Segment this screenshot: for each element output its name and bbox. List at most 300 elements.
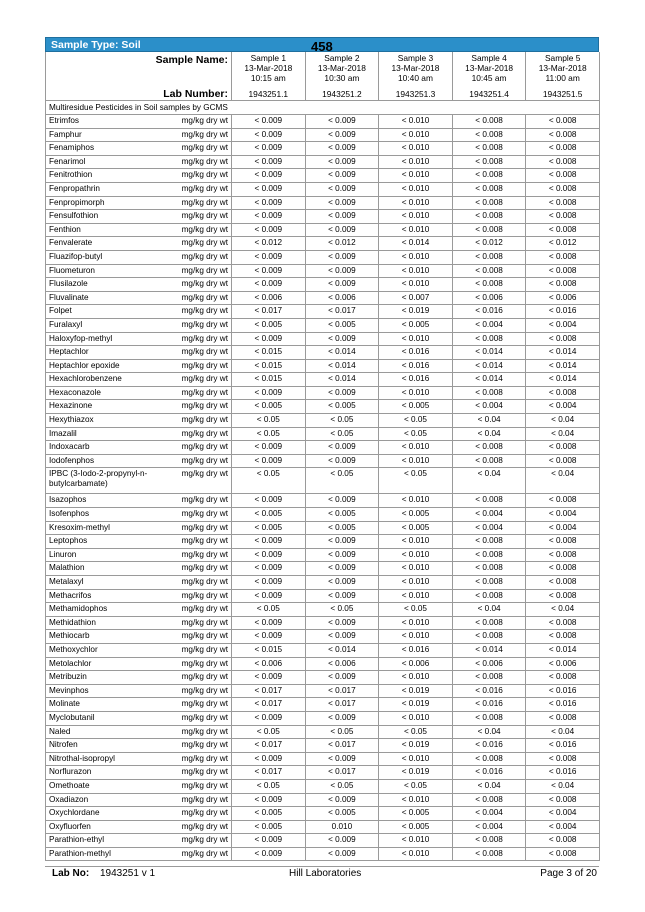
sample-date: 13-Mar-2018 <box>465 63 514 73</box>
table-row <box>46 752 600 766</box>
result-value: < 0.014 <box>526 359 600 373</box>
result-value: < 0.04 <box>452 603 526 617</box>
result-value: < 0.008 <box>452 182 526 196</box>
result-value: < 0.006 <box>232 657 306 671</box>
result-value: < 0.017 <box>232 739 306 753</box>
analyte-name: Methiocarb <box>46 630 170 644</box>
result-value: < 0.008 <box>526 711 600 725</box>
section-title: Multiresidue Pesticides in Soil samples by GCMS <box>46 101 600 115</box>
analyte-name: Methidathion <box>46 616 170 630</box>
table-row <box>46 562 600 576</box>
analyte-unit: mg/kg dry wt <box>170 115 232 129</box>
result-value: < 0.009 <box>305 752 379 766</box>
table-row <box>46 318 600 332</box>
result-value: < 0.008 <box>452 630 526 644</box>
result-value: < 0.019 <box>379 698 453 712</box>
analyte-unit: mg/kg dry wt <box>170 155 232 169</box>
result-value: < 0.014 <box>526 373 600 387</box>
sample-name: Sample 2 <box>324 53 360 63</box>
section-row <box>46 101 600 115</box>
result-value: < 0.006 <box>526 657 600 671</box>
table-row <box>46 589 600 603</box>
result-value: < 0.009 <box>305 196 379 210</box>
result-value: < 0.010 <box>379 182 453 196</box>
analyte-unit: mg/kg dry wt <box>170 779 232 793</box>
result-value: < 0.009 <box>305 834 379 848</box>
result-value: < 0.009 <box>305 155 379 169</box>
sample-time: 10:15 am <box>250 73 286 83</box>
table-row <box>46 264 600 278</box>
result-value: < 0.010 <box>379 210 453 224</box>
sample-type-label: Sample Type: Soil <box>51 39 141 51</box>
result-value: < 0.04 <box>526 468 600 494</box>
table-row <box>46 820 600 834</box>
result-value: < 0.008 <box>452 671 526 685</box>
result-value: < 0.004 <box>452 807 526 821</box>
table-row <box>46 793 600 807</box>
table-row <box>46 603 600 617</box>
analyte-unit: mg/kg dry wt <box>170 441 232 455</box>
result-value: < 0.009 <box>305 142 379 156</box>
result-value: < 0.05 <box>232 468 306 494</box>
result-value: < 0.010 <box>379 616 453 630</box>
analyte-name: Naled <box>46 725 170 739</box>
analyte-unit: mg/kg dry wt <box>170 657 232 671</box>
analyte-unit: mg/kg dry wt <box>170 834 232 848</box>
analyte-unit: mg/kg dry wt <box>170 711 232 725</box>
result-value: < 0.009 <box>232 562 306 576</box>
result-value: < 0.016 <box>526 739 600 753</box>
result-value: < 0.008 <box>452 250 526 264</box>
analyte-unit: mg/kg dry wt <box>170 630 232 644</box>
analyte-unit: mg/kg dry wt <box>170 318 232 332</box>
table-row <box>46 237 600 251</box>
result-value: < 0.05 <box>305 779 379 793</box>
result-value: < 0.005 <box>305 807 379 821</box>
analyte-name: Fluazifop-butyl <box>46 250 170 264</box>
sample-time: 10:45 am <box>471 73 507 83</box>
footer-company: Hill Laboratories <box>289 868 362 879</box>
table-row <box>46 373 600 387</box>
result-value: < 0.006 <box>305 657 379 671</box>
table-row <box>46 278 600 292</box>
result-value: < 0.008 <box>526 494 600 508</box>
analyte-name: Nitrothal-isopropyl <box>46 752 170 766</box>
result-value: < 0.012 <box>452 237 526 251</box>
table-row <box>46 725 600 739</box>
result-value: < 0.008 <box>452 169 526 183</box>
result-value: < 0.009 <box>232 386 306 400</box>
result-value: < 0.009 <box>305 454 379 468</box>
table-row <box>46 427 600 441</box>
result-value: < 0.05 <box>305 468 379 494</box>
result-value: < 0.009 <box>232 223 306 237</box>
result-value: < 0.004 <box>452 521 526 535</box>
result-value: < 0.014 <box>305 643 379 657</box>
sample-name-label: Sample Name: <box>46 52 232 89</box>
analyte-name: Fenpropathrin <box>46 182 170 196</box>
analyte-name: Hexachlorobenzene <box>46 373 170 387</box>
analyte-unit: mg/kg dry wt <box>170 373 232 387</box>
result-value: < 0.010 <box>379 332 453 346</box>
analyte-name: Famphur <box>46 128 170 142</box>
result-value: < 0.009 <box>305 616 379 630</box>
analyte-name: Iodofenphos <box>46 454 170 468</box>
table-row <box>46 657 600 671</box>
table-row <box>46 155 600 169</box>
analyte-name: Heptachlor <box>46 346 170 360</box>
footer-page: Page 3 of 20 <box>540 868 597 879</box>
analyte-unit: mg/kg dry wt <box>170 766 232 780</box>
analyte-name: Fenpropimorph <box>46 196 170 210</box>
analyte-unit: mg/kg dry wt <box>170 725 232 739</box>
page-marker: 458 <box>311 39 333 54</box>
result-value: < 0.009 <box>305 128 379 142</box>
result-value: < 0.009 <box>232 142 306 156</box>
analyte-unit: mg/kg dry wt <box>170 807 232 821</box>
result-value: < 0.005 <box>305 521 379 535</box>
result-value: < 0.009 <box>305 589 379 603</box>
table-row <box>46 548 600 562</box>
result-value: < 0.016 <box>452 684 526 698</box>
result-value: < 0.010 <box>379 847 453 861</box>
result-value: < 0.006 <box>452 657 526 671</box>
result-value: < 0.017 <box>232 684 306 698</box>
analyte-unit: mg/kg dry wt <box>170 223 232 237</box>
result-value: < 0.017 <box>232 305 306 319</box>
analyte-name: Norflurazon <box>46 766 170 780</box>
footer-lab-no-label: Lab No: <box>52 868 90 879</box>
result-value: < 0.017 <box>305 305 379 319</box>
sample-header-2 <box>305 52 379 89</box>
result-value: < 0.008 <box>526 196 600 210</box>
result-value: < 0.005 <box>379 400 453 414</box>
result-value: < 0.014 <box>452 643 526 657</box>
result-value: < 0.009 <box>232 210 306 224</box>
result-value: < 0.012 <box>526 237 600 251</box>
analyte-unit: mg/kg dry wt <box>170 250 232 264</box>
result-value: < 0.008 <box>526 630 600 644</box>
result-value: < 0.010 <box>379 834 453 848</box>
result-value: < 0.004 <box>452 400 526 414</box>
lab-number-4: 1943251.4 <box>452 89 526 101</box>
result-value: < 0.005 <box>232 400 306 414</box>
result-value: < 0.04 <box>452 725 526 739</box>
footer-lab-no: 1943251 v 1 <box>100 868 156 879</box>
analyte-name: Molinate <box>46 698 170 712</box>
result-value: < 0.04 <box>526 427 600 441</box>
result-value: < 0.05 <box>232 779 306 793</box>
analyte-name: Oxyfluorfen <box>46 820 170 834</box>
result-value: < 0.015 <box>232 643 306 657</box>
result-value: < 0.016 <box>379 346 453 360</box>
result-value: < 0.010 <box>379 535 453 549</box>
result-value: < 0.008 <box>526 210 600 224</box>
result-value: < 0.014 <box>379 237 453 251</box>
result-value: < 0.009 <box>305 711 379 725</box>
result-value: < 0.006 <box>379 657 453 671</box>
result-value: < 0.009 <box>232 576 306 590</box>
table-row <box>46 305 600 319</box>
table-row <box>46 359 600 373</box>
table-row <box>46 643 600 657</box>
result-value: < 0.006 <box>452 291 526 305</box>
result-value: < 0.008 <box>452 223 526 237</box>
result-value: < 0.009 <box>305 169 379 183</box>
result-value: < 0.008 <box>452 196 526 210</box>
sample-time: 10:40 am <box>398 73 433 83</box>
sample-name: Sample 4 <box>471 53 507 63</box>
result-value: < 0.05 <box>379 414 453 428</box>
result-value: < 0.008 <box>452 752 526 766</box>
sample-header-3 <box>379 52 453 89</box>
analyte-name: Heptachlor epoxide <box>46 359 170 373</box>
analyte-name: Fenthion <box>46 223 170 237</box>
result-value: < 0.008 <box>452 332 526 346</box>
result-value: < 0.008 <box>452 441 526 455</box>
result-value: < 0.009 <box>232 454 306 468</box>
analyte-name: Imazalil <box>46 427 170 441</box>
analyte-name: Leptophos <box>46 535 170 549</box>
analyte-name: Linuron <box>46 548 170 562</box>
table-row <box>46 698 600 712</box>
analyte-name: Myclobutanil <box>46 711 170 725</box>
analyte-unit: mg/kg dry wt <box>170 793 232 807</box>
analyte-unit: mg/kg dry wt <box>170 698 232 712</box>
result-value: < 0.04 <box>452 414 526 428</box>
result-value: < 0.017 <box>305 684 379 698</box>
result-value: < 0.009 <box>232 711 306 725</box>
result-value: < 0.008 <box>526 115 600 129</box>
result-value: < 0.009 <box>305 535 379 549</box>
sample-name-row <box>46 52 600 89</box>
analyte-unit: mg/kg dry wt <box>170 820 232 834</box>
result-value: < 0.010 <box>379 128 453 142</box>
result-value: < 0.008 <box>452 562 526 576</box>
result-value: < 0.009 <box>232 115 306 129</box>
sample-date: 13-Mar-2018 <box>244 63 293 73</box>
result-value: < 0.009 <box>305 630 379 644</box>
result-value: < 0.008 <box>526 250 600 264</box>
result-value: < 0.009 <box>232 196 306 210</box>
result-value: < 0.016 <box>452 766 526 780</box>
table-row <box>46 494 600 508</box>
result-value: < 0.009 <box>232 589 306 603</box>
analyte-name: Haloxyfop-methyl <box>46 332 170 346</box>
analyte-unit: mg/kg dry wt <box>170 643 232 657</box>
result-value: < 0.05 <box>305 603 379 617</box>
result-value: < 0.005 <box>379 807 453 821</box>
sample-name: Sample 1 <box>250 53 286 63</box>
result-value: < 0.008 <box>526 182 600 196</box>
result-value: < 0.017 <box>305 739 379 753</box>
analyte-unit: mg/kg dry wt <box>170 671 232 685</box>
result-value: < 0.008 <box>452 210 526 224</box>
result-value: < 0.014 <box>305 359 379 373</box>
analyte-unit: mg/kg dry wt <box>170 739 232 753</box>
result-value: < 0.008 <box>452 454 526 468</box>
analyte-name: Folpet <box>46 305 170 319</box>
result-value: < 0.016 <box>379 643 453 657</box>
table-row <box>46 332 600 346</box>
result-value: < 0.019 <box>379 766 453 780</box>
result-value: < 0.008 <box>452 616 526 630</box>
table-row <box>46 441 600 455</box>
result-value: < 0.005 <box>379 508 453 522</box>
sample-name: Sample 5 <box>544 53 581 63</box>
result-value: < 0.012 <box>232 237 306 251</box>
table-row <box>46 671 600 685</box>
result-value: < 0.005 <box>305 400 379 414</box>
result-value: < 0.010 <box>379 454 453 468</box>
analyte-unit: mg/kg dry wt <box>170 128 232 142</box>
table-row <box>46 766 600 780</box>
result-value: < 0.009 <box>232 441 306 455</box>
analyte-unit: mg/kg dry wt <box>170 142 232 156</box>
analyte-name: Isofenphos <box>46 508 170 522</box>
result-value: < 0.014 <box>452 373 526 387</box>
result-value: < 0.017 <box>232 698 306 712</box>
lab-number-row <box>46 89 600 101</box>
analyte-name: Hexythiazox <box>46 414 170 428</box>
result-value: < 0.010 <box>379 115 453 129</box>
result-value: < 0.008 <box>452 548 526 562</box>
result-value: < 0.009 <box>305 441 379 455</box>
table-row <box>46 346 600 360</box>
result-value: < 0.008 <box>526 441 600 455</box>
sample-header-5 <box>526 52 600 89</box>
result-value: < 0.009 <box>232 793 306 807</box>
result-value: < 0.010 <box>379 264 453 278</box>
table-row <box>46 630 600 644</box>
result-value: < 0.010 <box>379 169 453 183</box>
result-value: < 0.009 <box>305 386 379 400</box>
analyte-name: Fluvalinate <box>46 291 170 305</box>
result-value: < 0.008 <box>452 128 526 142</box>
result-value: < 0.010 <box>379 711 453 725</box>
analyte-unit: mg/kg dry wt <box>170 684 232 698</box>
result-value: < 0.009 <box>305 250 379 264</box>
result-value: < 0.04 <box>526 414 600 428</box>
analyte-name: Furalaxyl <box>46 318 170 332</box>
result-value: < 0.005 <box>305 318 379 332</box>
result-value: < 0.05 <box>232 427 306 441</box>
analyte-name: Etrimfos <box>46 115 170 129</box>
result-value: < 0.010 <box>379 630 453 644</box>
result-value: < 0.008 <box>452 711 526 725</box>
analyte-unit: mg/kg dry wt <box>170 332 232 346</box>
result-value: < 0.005 <box>379 318 453 332</box>
result-value: < 0.014 <box>305 373 379 387</box>
table-row <box>46 847 600 861</box>
result-value: < 0.04 <box>526 725 600 739</box>
result-value: < 0.010 <box>379 441 453 455</box>
analyte-unit: mg/kg dry wt <box>170 305 232 319</box>
analyte-name: Methoxychlor <box>46 643 170 657</box>
table-row <box>46 142 600 156</box>
result-value: < 0.009 <box>305 278 379 292</box>
analyte-name: Nitrofen <box>46 739 170 753</box>
table-row <box>46 834 600 848</box>
table-row <box>46 115 600 129</box>
result-value: < 0.008 <box>452 278 526 292</box>
result-value: < 0.010 <box>379 386 453 400</box>
result-value: < 0.05 <box>379 603 453 617</box>
result-value: < 0.009 <box>305 223 379 237</box>
analyte-unit: mg/kg dry wt <box>170 548 232 562</box>
result-value: < 0.019 <box>379 305 453 319</box>
analyte-name: Methamidophos <box>46 603 170 617</box>
result-value: < 0.009 <box>305 847 379 861</box>
analyte-unit: mg/kg dry wt <box>170 278 232 292</box>
analyte-name: Metribuzin <box>46 671 170 685</box>
analyte-name: Fenamiphos <box>46 142 170 156</box>
result-value: < 0.008 <box>452 115 526 129</box>
result-value: < 0.009 <box>305 332 379 346</box>
result-value: < 0.015 <box>232 346 306 360</box>
analyte-name: Isazophos <box>46 494 170 508</box>
result-value: < 0.009 <box>232 548 306 562</box>
result-value: < 0.014 <box>305 346 379 360</box>
analyte-name: Hexazinone <box>46 400 170 414</box>
analyte-unit: mg/kg dry wt <box>170 562 232 576</box>
result-value: < 0.04 <box>526 779 600 793</box>
result-value: < 0.05 <box>305 725 379 739</box>
result-value: < 0.016 <box>526 698 600 712</box>
results-table <box>45 52 600 861</box>
result-value: < 0.05 <box>379 725 453 739</box>
result-value: < 0.009 <box>232 834 306 848</box>
result-value: < 0.008 <box>452 589 526 603</box>
result-value: < 0.010 <box>379 576 453 590</box>
result-value: < 0.004 <box>452 318 526 332</box>
analyte-name: Parathion-ethyl <box>46 834 170 848</box>
result-value: < 0.005 <box>305 508 379 522</box>
result-value: < 0.05 <box>232 414 306 428</box>
result-value: < 0.004 <box>526 318 600 332</box>
result-value: < 0.009 <box>232 155 306 169</box>
result-value: < 0.017 <box>305 766 379 780</box>
result-value: < 0.008 <box>526 169 600 183</box>
result-value: < 0.016 <box>452 739 526 753</box>
sample-date: 13-Mar-2018 <box>317 63 366 73</box>
sample-header-1 <box>232 52 306 89</box>
result-value: < 0.009 <box>232 671 306 685</box>
result-value: < 0.010 <box>379 155 453 169</box>
analyte-unit: mg/kg dry wt <box>170 616 232 630</box>
result-value: < 0.009 <box>232 332 306 346</box>
result-value: < 0.009 <box>232 128 306 142</box>
table-row <box>46 576 600 590</box>
result-value: < 0.008 <box>526 128 600 142</box>
result-value: < 0.017 <box>305 698 379 712</box>
analyte-name: IPBC (3-Iodo-2-propynyl-n-butylcarbamate) <box>46 468 170 494</box>
table-row <box>46 468 600 494</box>
result-value: < 0.016 <box>526 684 600 698</box>
result-value: < 0.05 <box>305 414 379 428</box>
result-value: < 0.009 <box>232 250 306 264</box>
analyte-name: Omethoate <box>46 779 170 793</box>
table-row <box>46 711 600 725</box>
result-value: < 0.005 <box>232 820 306 834</box>
result-value: < 0.008 <box>452 576 526 590</box>
table-row <box>46 400 600 414</box>
table-row <box>46 779 600 793</box>
result-value: < 0.008 <box>452 155 526 169</box>
sample-time: 11:00 am <box>545 73 580 83</box>
result-value: < 0.017 <box>232 766 306 780</box>
sample-name: Sample 3 <box>397 53 434 63</box>
